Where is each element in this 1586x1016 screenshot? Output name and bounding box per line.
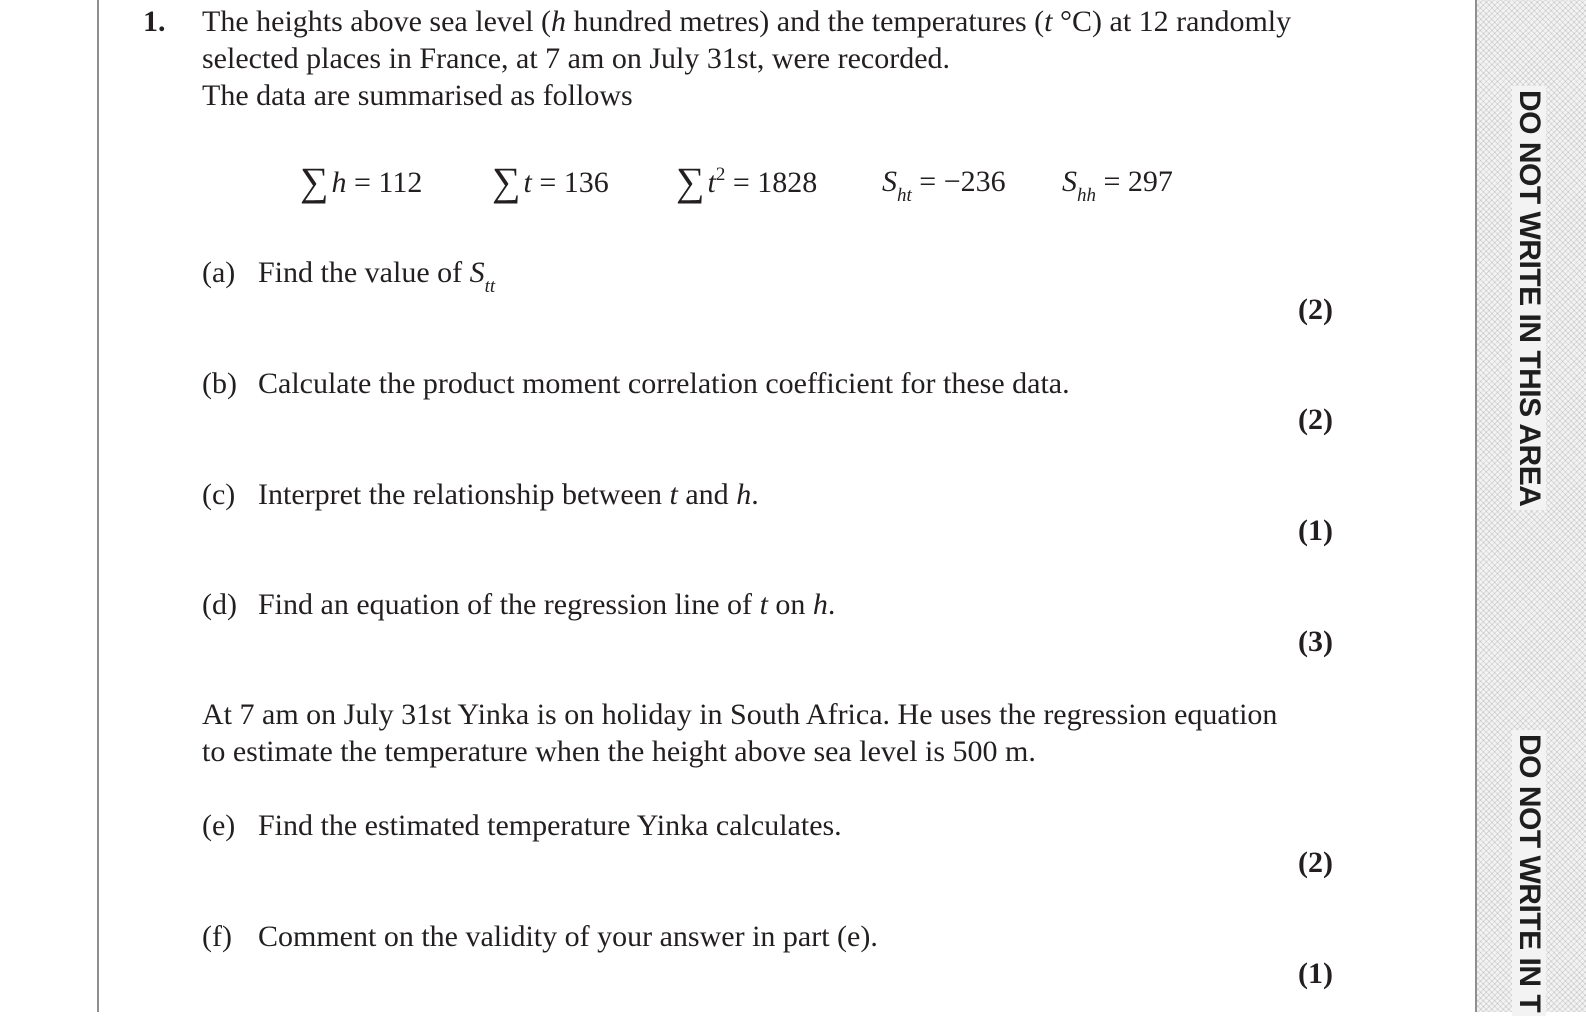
context-line-1: At 7 am on July 31st Yinka is on holiday in South Africa. He uses the regression equation <box>202 698 1278 731</box>
part-d-text: Find an equation of the regression line of t on h. <box>258 588 836 621</box>
part-f-label: (f) <box>202 920 232 953</box>
part-b-label: (b) <box>202 367 237 400</box>
intro-line-2: selected places in France, at 7 am on July 31st, were recorded. <box>202 42 951 75</box>
part-b-marks: (2) <box>1298 403 1333 436</box>
part-e-label: (e) <box>202 809 236 842</box>
part-a-text: Find the value of S <box>258 256 485 289</box>
sum-t: ∑ t = 136 <box>492 159 609 204</box>
do-not-write-warning-2: DO NOT WRITE IN T <box>1512 730 1546 1016</box>
part-e <box>202 808 842 844</box>
part-a-label: (a) <box>202 256 236 289</box>
part-d-label: (d) <box>202 588 237 621</box>
part-c <box>202 477 759 513</box>
sum-h: ∑ h = 112 <box>300 159 423 204</box>
part-e-marks: (2) <box>1298 846 1333 879</box>
part-e-text: Find the estimated temperature Yinka calculates. <box>258 809 842 842</box>
intro-line-3: The data are summarised as follows <box>202 79 633 112</box>
part-a-subscript: tt <box>484 276 496 297</box>
part-c-text: Interpret the relationship between t and h. <box>258 478 759 511</box>
part-f <box>202 919 878 955</box>
part-b-text: Calculate the product moment correlation coefficient for these data. <box>258 367 1070 400</box>
s-ht: $S_{ht} = -236$ <box>882 165 1006 206</box>
intro-line-1: The heights above sea level (h hundred metres) and the temperatures (t °C) at 12 randomly <box>202 5 1292 38</box>
s-hh: $S_{hh} = 297$ <box>1062 165 1173 206</box>
page-frame-right <box>1475 0 1477 1012</box>
part-c-marks: (1) <box>1298 514 1333 547</box>
part-b <box>202 366 1070 402</box>
part-f-text: Comment on the validity of your answer in part (e). <box>258 920 878 953</box>
part-a <box>202 255 495 295</box>
page-frame-left <box>97 0 99 1012</box>
part-d-marks: (3) <box>1298 625 1333 658</box>
part-c-label: (c) <box>202 478 236 511</box>
part-f-marks: (1) <box>1298 957 1333 990</box>
sum-t-squared: ∑ $t^2 = 1828$ <box>676 159 818 204</box>
question-number: 1. <box>143 5 166 38</box>
context-line-2: to estimate the temperature when the height above sea level is 500 m. <box>202 735 1036 768</box>
part-a-marks: (2) <box>1298 293 1333 326</box>
part-d <box>202 587 835 623</box>
do-not-write-warning: DO NOT WRITE IN THIS AREA <box>1512 86 1546 510</box>
